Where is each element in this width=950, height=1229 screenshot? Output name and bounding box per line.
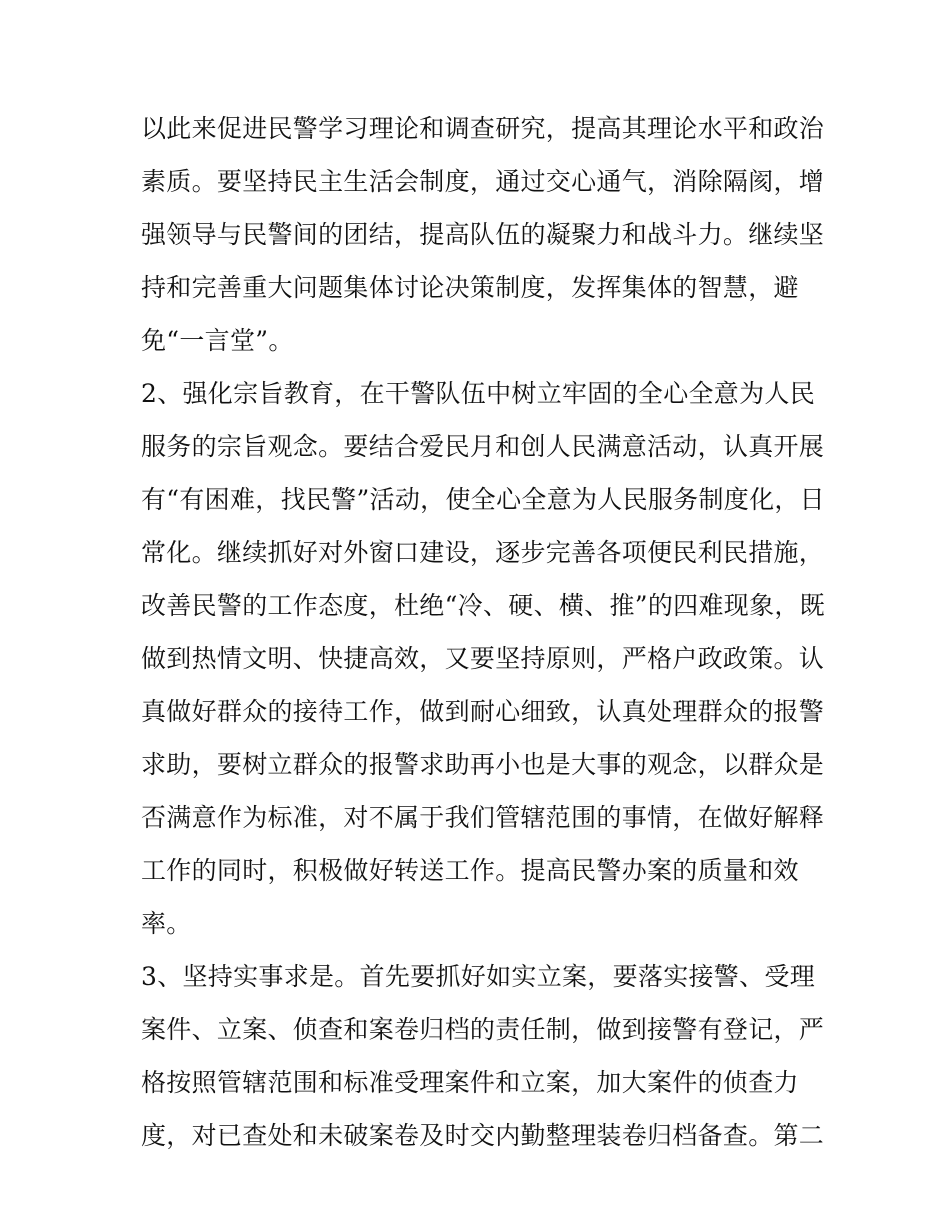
text-line: 免“一言堂”。 xyxy=(141,326,294,355)
text-line: 服务的宗旨观念。要结合爱民月和创人民满意活动，认真开展 xyxy=(141,432,825,461)
text-line: 以此来促进民警学习理论和调查研究，提高其理论水平和政治 xyxy=(141,114,825,143)
text-line: 求助，要树立群众的报警求助再小也是大事的观念，以群众是 xyxy=(141,750,825,779)
text-line: 率。 xyxy=(141,909,192,938)
text-line: 做到热情文明、快捷高效，又要坚持原则，严格户政政策。认 xyxy=(141,644,825,673)
text-line: 真做好群众的接待工作，做到耐心细致，认真处理群众的报警 xyxy=(141,697,825,726)
text-line: 否满意作为标准，对不属于我们管辖范围的事情，在做好解释 xyxy=(141,803,825,832)
text-line: 有“有困难，找民警”活动，使全心全意为人民服务制度化，日 xyxy=(141,485,825,514)
text-line: 度，对已查处和未破案卷及时交内勤整理装卷归档备查。第二 xyxy=(141,1121,825,1150)
text-line: 3、坚持实事求是。首先要抓好如实立案，要落实接警、受理 xyxy=(141,962,816,991)
text-line: 持和完善重大问题集体讨论决策制度，发挥集体的智慧，避 xyxy=(141,273,799,302)
text-line: 改善民警的工作态度，杜绝“冷、硬、横、推”的四难现象，既 xyxy=(141,591,825,620)
text-line: 常化。继续抓好对外窗口建设，逐步完善各项便民利民措施， xyxy=(141,538,825,567)
text-line: 案件、立案、侦查和案卷归档的责任制，做到接警有登记，严 xyxy=(141,1015,825,1044)
text-line: 格按照管辖范围和标准受理案件和立案，加大案件的侦查力 xyxy=(141,1068,799,1097)
text-line: 强领导与民警间的团结，提高队伍的凝聚力和战斗力。继续坚 xyxy=(141,220,825,249)
text-line: 2、强化宗旨教育，在干警队伍中树立牢固的全心全意为人民 xyxy=(141,379,816,408)
text-line: 工作的同时，积极做好转送工作。提高民警办案的质量和效 xyxy=(141,856,799,885)
text-line: 素质。要坚持民主生活会制度，通过交心通气，消除隔阂，增 xyxy=(141,167,825,196)
